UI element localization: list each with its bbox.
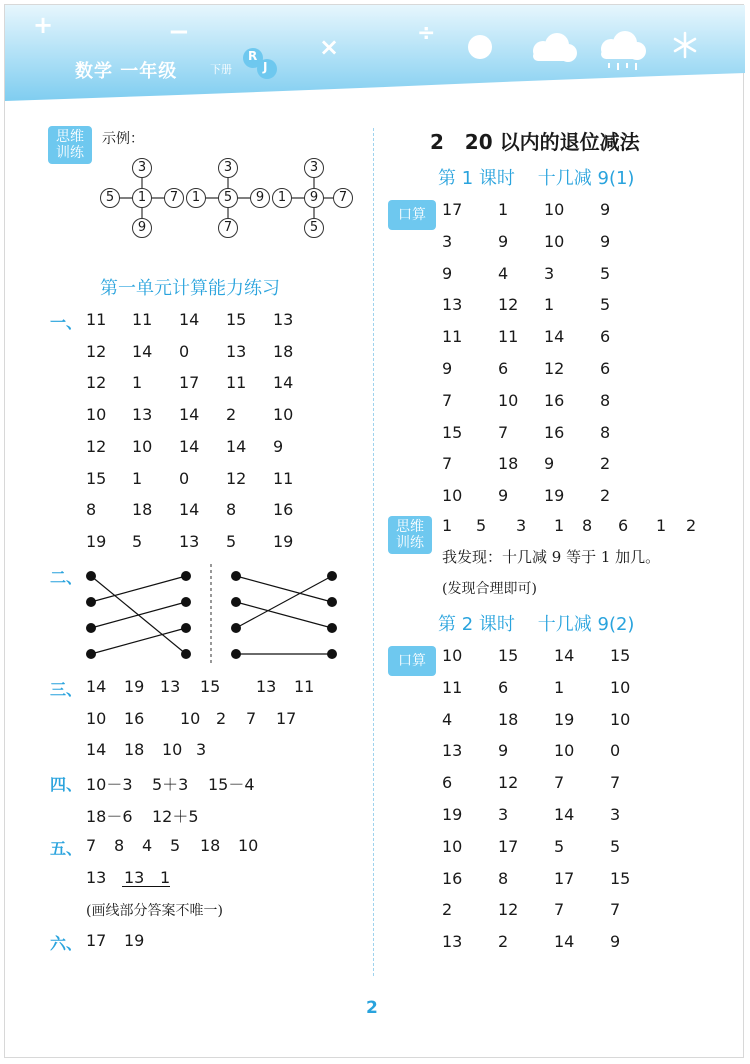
lesson-1-cell-r5-c2: 11 — [498, 327, 519, 347]
lesson-2-cell-r7-c4: 5 — [610, 836, 621, 856]
section-1-cell-r6-c2: 1 — [132, 468, 143, 488]
page-number: 2 — [366, 998, 378, 1018]
header-title: 数学 一年级 — [75, 61, 178, 82]
lesson-2-cell-r1-c3: 14 — [554, 646, 575, 665]
example-2-center: 5 — [218, 188, 238, 208]
section-3-cell-r1-c6: 11 — [294, 677, 315, 696]
section-1-cell-r8-c1: 19 — [86, 531, 107, 551]
lesson-2-cell-r10-c1: 13 — [442, 932, 463, 952]
lesson-1-cell-r9-c4: 2 — [600, 454, 611, 474]
column-divider — [373, 128, 374, 976]
thinking-value-1: 1 — [442, 516, 453, 535]
lesson-1-cell-r9-c2: 18 — [498, 454, 519, 474]
section-5-cell-r1-c1: 7 — [86, 836, 97, 855]
edition-letter-r: R — [248, 49, 258, 63]
section-1-cell-r6-c1: 15 — [86, 468, 107, 488]
section-1-cell-r8-c2: 5 — [132, 531, 143, 551]
lesson-2-cell-r6-c2: 3 — [498, 805, 509, 824]
lesson-1-cell-r8-c3: 16 — [544, 422, 565, 442]
header-subtitle: 下册 — [210, 63, 232, 76]
section-3-cell-r3-c2: 18 — [124, 740, 145, 760]
thinking-badge-right: 思维 训练 — [388, 516, 432, 554]
section-5-cell-r1-c5: 18 — [200, 836, 221, 855]
section-5-underline — [122, 886, 170, 887]
section-4-cell-r1-c3: 15－4 — [208, 775, 255, 794]
lesson-1-cell-r2-c2: 9 — [498, 231, 509, 251]
section-3-cell-r1-c2: 19 — [124, 677, 145, 696]
divide-symbol: ÷ — [417, 21, 436, 46]
lesson-2-cell-r6-c3: 14 — [554, 805, 575, 824]
section-4-cell-r2-c1: 18－6 — [86, 806, 133, 826]
thinking-value-2: 5 — [476, 516, 487, 535]
section-3-cell-r2-c6: 17 — [276, 708, 297, 728]
lesson-1-cell-r4-c3: 1 — [544, 295, 555, 315]
lesson-2-cell-r2-c2: 6 — [498, 677, 509, 697]
lesson-1-cell-r10-c1: 10 — [442, 486, 463, 506]
section-3-label: 三、 — [50, 680, 83, 699]
section-5-label: 五、 — [50, 839, 83, 858]
section-3-cell-r3-c4: 3 — [196, 740, 207, 760]
lesson-1-cell-r10-c2: 9 — [498, 486, 509, 506]
thinking-value-7: 1 — [656, 516, 667, 535]
lesson-1-cell-r1-c2: 1 — [498, 200, 509, 219]
lesson-2-title: 第 2 课时 十几减 9(2) — [438, 614, 635, 635]
lesson-1-cell-r2-c3: 10 — [544, 231, 565, 251]
lesson-2-cell-r8-c1: 16 — [442, 868, 463, 888]
lesson-2-cell-r4-c3: 10 — [554, 741, 575, 761]
example-1-left: 5 — [100, 188, 120, 208]
lesson-2-cell-r4-c4: 0 — [610, 741, 621, 761]
finding-note: (发现合理即可) — [442, 581, 537, 597]
lesson-1-cell-r3-c1: 9 — [442, 263, 453, 283]
lesson-2-cell-r9-c3: 7 — [554, 900, 565, 920]
section-1-label: 一、 — [50, 313, 83, 332]
oral-calc-badge-2: 口算 — [388, 646, 436, 676]
plus-symbol: + — [33, 11, 54, 39]
section-5-cell-r2-c1: 13 — [86, 868, 107, 887]
section-1-cell-r7-c1: 8 — [86, 500, 97, 520]
section-1-cell-r1-c5: 13 — [273, 310, 294, 329]
lesson-1-cell-r4-c4: 5 — [600, 295, 611, 315]
lesson-2-cell-r10-c2: 2 — [498, 932, 509, 952]
lesson-1-cell-r5-c4: 6 — [600, 327, 611, 347]
section-6-label: 六、 — [50, 934, 83, 953]
section-1-cell-r3-c2: 1 — [132, 373, 143, 393]
lesson-2-cell-r3-c4: 10 — [610, 709, 631, 729]
example-2-bottom: 7 — [218, 218, 238, 238]
lesson-2-cell-r9-c2: 12 — [498, 900, 519, 920]
lesson-2-cell-r1-c4: 15 — [610, 646, 631, 665]
thinking-value-5: 8 — [582, 516, 593, 535]
lesson-1-cell-r8-c4: 8 — [600, 422, 611, 442]
lesson-1-cell-r2-c1: 3 — [442, 231, 453, 251]
thinking-value-4: 1 — [554, 516, 565, 535]
times-symbol: × — [319, 33, 340, 61]
section-1-cell-r1-c4: 15 — [226, 310, 247, 329]
section-1-cell-r4-c2: 13 — [132, 405, 153, 425]
lesson-1-cell-r5-c3: 14 — [544, 327, 565, 347]
lesson-2-cell-r4-c1: 13 — [442, 741, 463, 761]
section-1-cell-r3-c4: 11 — [226, 373, 247, 393]
section-3-cell-r1-c5: 13 — [256, 677, 277, 696]
section-5-cell-r1-c2: 8 — [114, 836, 125, 855]
header-background — [5, 5, 745, 101]
thinking-value-3: 3 — [516, 516, 527, 535]
section-1-cell-r2-c3: 0 — [179, 341, 190, 361]
section-1-cell-r5-c1: 12 — [86, 436, 107, 456]
lesson-2-cell-r1-c2: 15 — [498, 646, 519, 665]
section-3-cell-r1-c3: 13 — [160, 677, 181, 696]
lesson-2-cell-r4-c2: 9 — [498, 741, 509, 761]
section-1-cell-r7-c4: 8 — [226, 500, 237, 520]
section-1-cell-r4-c1: 10 — [86, 405, 107, 425]
example-1-top: 3 — [132, 158, 152, 178]
lesson-1-cell-r8-c2: 7 — [498, 422, 509, 442]
thinking-value-6: 6 — [618, 516, 629, 535]
lesson-1-cell-r2-c4: 9 — [600, 231, 611, 251]
section-1-cell-r5-c3: 14 — [179, 436, 200, 456]
lesson-1-cell-r7-c1: 7 — [442, 390, 453, 410]
section-2-label: 二、 — [50, 568, 83, 587]
lesson-1-cell-r7-c4: 8 — [600, 390, 611, 410]
lesson-2-cell-r2-c3: 1 — [554, 677, 565, 697]
section-1-cell-r4-c5: 10 — [273, 405, 294, 425]
lesson-2-cell-r8-c2: 8 — [498, 868, 509, 888]
lesson-1-cell-r6-c3: 12 — [544, 359, 565, 378]
lesson-2-cell-r10-c4: 9 — [610, 932, 621, 952]
lesson-2-cell-r3-c3: 19 — [554, 709, 575, 729]
lesson-2-cell-r2-c1: 11 — [442, 677, 463, 697]
section-4-cell-r2-c2: 12＋5 — [152, 806, 199, 826]
example-3-bottom: 5 — [304, 218, 324, 238]
example-2-top: 3 — [218, 158, 238, 178]
lesson-1-cell-r5-c1: 11 — [442, 327, 463, 347]
lesson-1-cell-r8-c1: 15 — [442, 422, 463, 442]
lesson-1-cell-r4-c2: 12 — [498, 295, 519, 315]
lesson-1-cell-r3-c3: 3 — [544, 263, 555, 283]
section-1-cell-r8-c5: 19 — [273, 531, 294, 551]
section-1-cell-r3-c1: 12 — [86, 373, 107, 393]
lesson-2-cell-r7-c2: 17 — [498, 836, 519, 856]
section-3-cell-r2-c2: 16 — [124, 708, 145, 728]
example-2-left: 1 — [186, 188, 206, 208]
page-header — [5, 5, 745, 101]
section-1-cell-r6-c3: 0 — [179, 468, 190, 488]
section-1-cell-r1-c3: 14 — [179, 310, 200, 329]
section-1-cell-r5-c5: 9 — [273, 436, 284, 456]
thinking-badge-left: 思维 训练 — [48, 126, 92, 164]
section-3-cell-r1-c1: 14 — [86, 677, 107, 696]
section-1-cell-r1-c1: 11 — [86, 310, 107, 329]
lesson-1-cell-r7-c3: 16 — [544, 390, 565, 410]
section-3-cell-r1-c4: 15 — [200, 677, 221, 696]
section-6-value-1: 17 — [86, 931, 107, 950]
lesson-1-cell-r3-c4: 5 — [600, 263, 611, 283]
lesson-1-cell-r10-c3: 19 — [544, 486, 565, 506]
lesson-1-cell-r9-c3: 9 — [544, 454, 555, 474]
section-6-value-2: 19 — [124, 931, 145, 950]
section-1-cell-r6-c5: 11 — [273, 468, 294, 488]
lesson-2-cell-r9-c4: 7 — [610, 900, 621, 920]
lesson-2-cell-r6-c4: 3 — [610, 805, 621, 824]
lesson-1-title: 第 1 课时 十几减 9(1) — [438, 168, 635, 189]
lesson-2-cell-r8-c4: 15 — [610, 868, 631, 888]
matching-diagram — [80, 560, 350, 670]
section-5-note: (画线部分答案不唯一) — [86, 903, 223, 919]
section-1-cell-r8-c4: 5 — [226, 531, 237, 551]
minus-symbol: − — [168, 17, 190, 47]
section-3-cell-r3-c1: 14 — [86, 740, 107, 760]
lesson-1-cell-r3-c2: 4 — [498, 263, 509, 283]
lesson-2-cell-r9-c1: 2 — [442, 900, 453, 920]
thinking-value-8: 2 — [686, 516, 697, 535]
oral-calc-badge-1: 口算 — [388, 200, 436, 230]
example-3-top: 3 — [304, 158, 324, 178]
section-1-cell-r4-c4: 2 — [226, 405, 237, 425]
example-3-right: 7 — [333, 188, 353, 208]
example-label: 示例： — [102, 131, 144, 147]
finding-text: 我发现：十几减 9 等于 1 加几。 — [442, 548, 661, 566]
lesson-2-cell-r5-c3: 7 — [554, 773, 565, 793]
example-1-bottom: 9 — [132, 218, 152, 238]
section-1-cell-r4-c3: 14 — [179, 405, 200, 425]
lesson-1-cell-r9-c1: 7 — [442, 454, 453, 474]
lesson-2-cell-r5-c2: 12 — [498, 773, 519, 793]
lesson-2-cell-r3-c1: 4 — [442, 709, 453, 729]
lesson-1-cell-r6-c1: 9 — [442, 359, 453, 378]
lesson-2-cell-r1-c1: 10 — [442, 646, 463, 665]
section-4-cell-r1-c2: 5＋3 — [152, 775, 189, 794]
lesson-1-cell-r6-c4: 6 — [600, 359, 611, 378]
section-5-cell-r1-c3: 4 — [142, 836, 153, 855]
section-1-cell-r6-c4: 12 — [226, 468, 247, 488]
lesson-2-cell-r2-c4: 10 — [610, 677, 631, 697]
section-1-cell-r1-c2: 11 — [132, 310, 153, 329]
unit-title: 第一单元计算能力练习 — [100, 278, 280, 299]
section-5-cell-r1-c6: 10 — [238, 836, 259, 855]
lesson-2-cell-r3-c2: 18 — [498, 709, 519, 729]
section-1-cell-r7-c2: 18 — [132, 500, 153, 520]
section-3-cell-r2-c5: 7 — [246, 708, 257, 728]
section-1-cell-r3-c3: 17 — [179, 373, 200, 393]
section-1-cell-r2-c4: 13 — [226, 341, 247, 361]
section-3-cell-r2-c3: 10 — [180, 708, 201, 728]
lesson-1-cell-r1-c3: 10 — [544, 200, 565, 219]
section-1-cell-r2-c2: 14 — [132, 341, 153, 361]
section-1-cell-r3-c5: 14 — [273, 373, 294, 393]
lesson-1-cell-r6-c2: 6 — [498, 359, 509, 378]
section-4-cell-r1-c1: 10－3 — [86, 775, 133, 794]
section-3-cell-r3-c3: 10 — [162, 740, 183, 760]
example-3-left: 1 — [272, 188, 292, 208]
section-5-cell-r2-c2: 13 — [124, 868, 145, 887]
section-4-label: 四、 — [50, 775, 83, 794]
section-1-cell-r7-c5: 16 — [273, 500, 294, 520]
lesson-2-cell-r5-c1: 6 — [442, 773, 453, 793]
lesson-2-cell-r6-c1: 19 — [442, 805, 463, 824]
section-3-cell-r2-c4: 2 — [216, 708, 227, 728]
lesson-2-cell-r7-c3: 5 — [554, 836, 565, 856]
section-3-cell-r2-c1: 10 — [86, 708, 107, 728]
lesson-2-cell-r10-c3: 14 — [554, 932, 575, 952]
section-5-cell-r2-c3: 1 — [160, 868, 171, 887]
example-3-center: 9 — [304, 188, 324, 208]
section-1-cell-r2-c1: 12 — [86, 341, 107, 361]
lesson-1-cell-r7-c2: 10 — [498, 390, 519, 410]
lesson-2-cell-r8-c3: 17 — [554, 868, 575, 888]
example-1-right: 7 — [164, 188, 184, 208]
sun-icon — [468, 35, 492, 59]
lesson-1-cell-r1-c1: 17 — [442, 200, 463, 219]
lesson-2-cell-r7-c1: 10 — [442, 836, 463, 856]
section-5-cell-r1-c4: 5 — [170, 836, 181, 855]
lesson-1-cell-r4-c1: 13 — [442, 295, 463, 315]
section-1-cell-r2-c5: 18 — [273, 341, 294, 361]
lesson-1-cell-r1-c4: 9 — [600, 200, 611, 219]
example-2-right: 9 — [250, 188, 270, 208]
section-1-cell-r5-c4: 14 — [226, 436, 247, 456]
section-1-cell-r7-c3: 14 — [179, 500, 200, 520]
example-1-center: 1 — [132, 188, 152, 208]
section-1-cell-r8-c3: 13 — [179, 531, 200, 551]
edition-letter-j: J — [263, 60, 268, 74]
lesson-1-cell-r10-c4: 2 — [600, 486, 611, 506]
chapter-title: 2 20 以内的退位减法 — [430, 130, 640, 154]
lesson-2-cell-r5-c4: 7 — [610, 773, 621, 793]
section-1-cell-r5-c2: 10 — [132, 436, 153, 456]
